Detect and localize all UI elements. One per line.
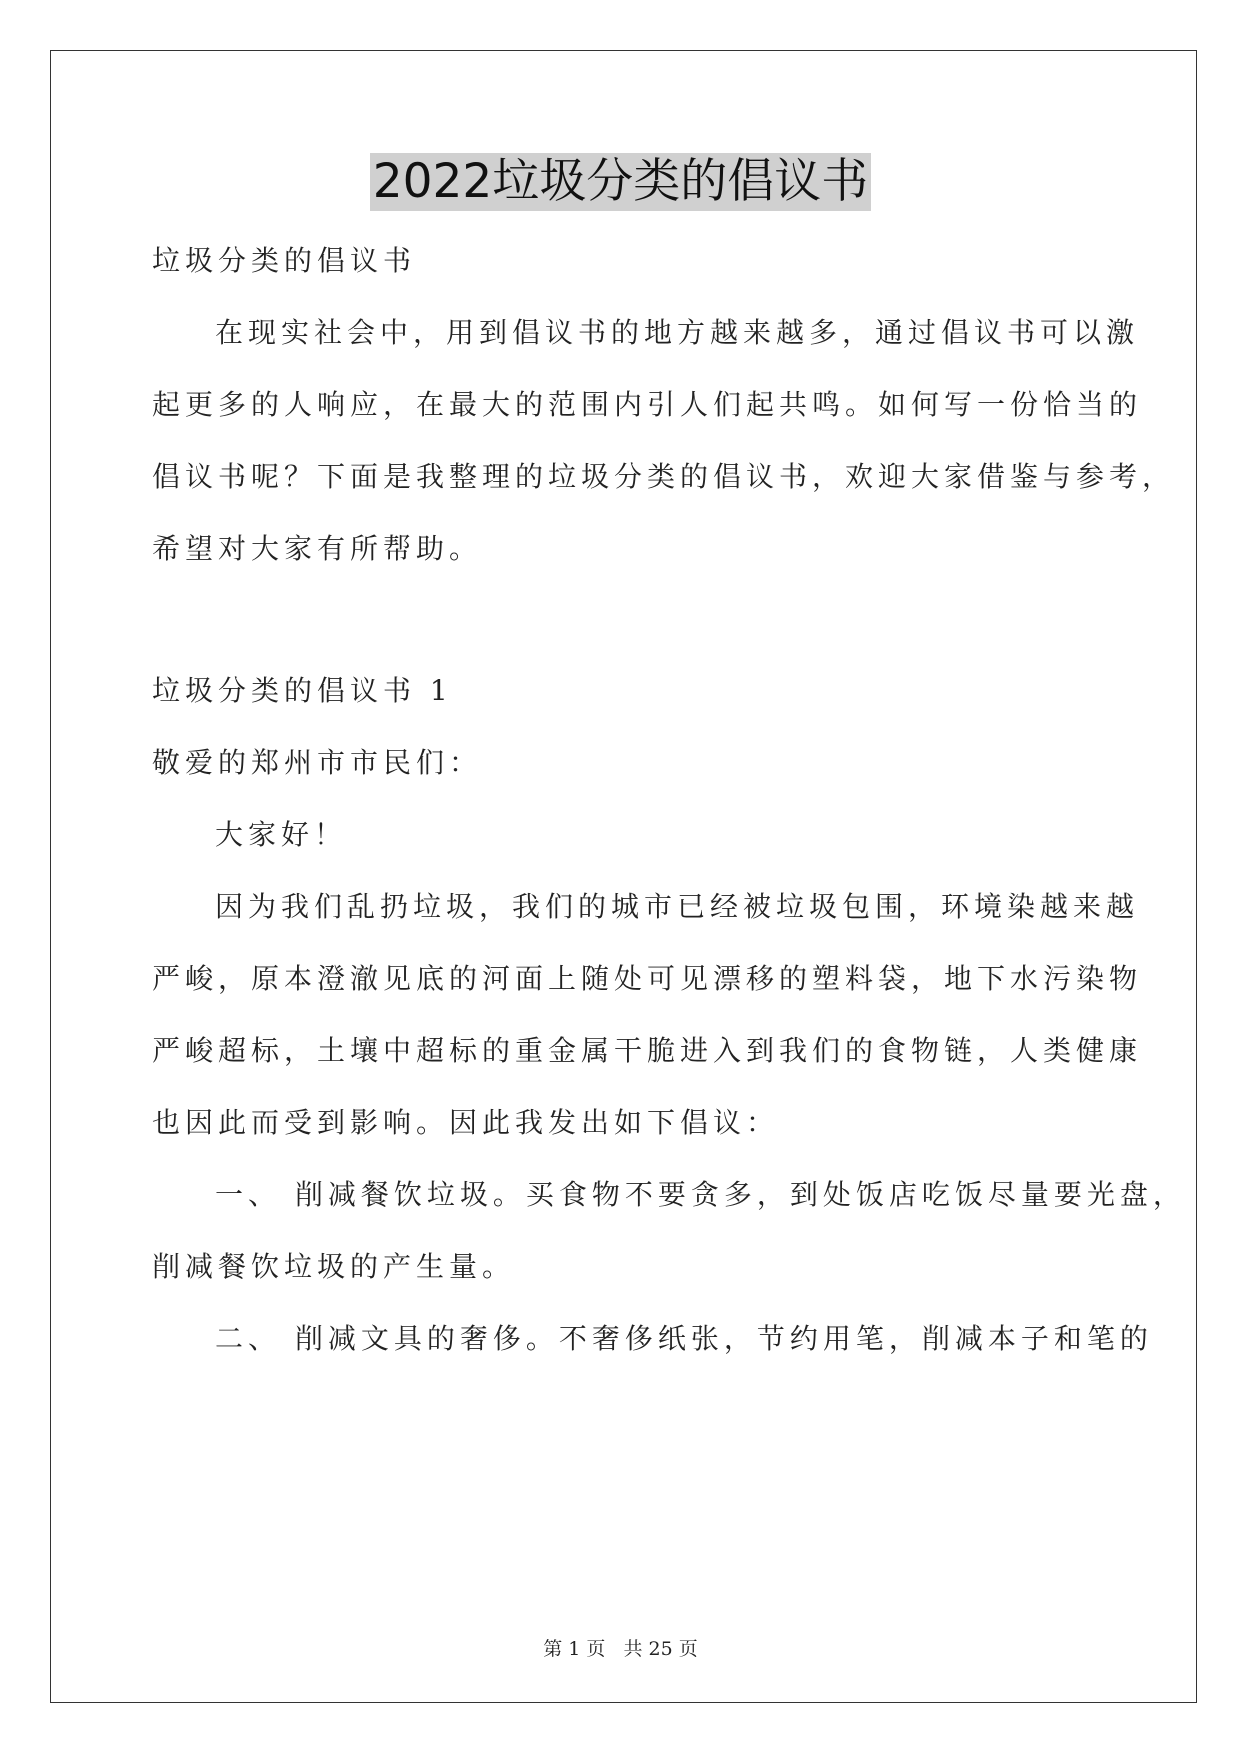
document-title: 2022垃圾分类的倡议书 bbox=[370, 153, 872, 211]
paragraph-line: 严峻，原本澄澈见底的河面上随处可见漂移的塑料袋，地下水污染物 bbox=[152, 962, 1143, 995]
list-item-line: 一、 削减餐饮垃圾。买食物不要贪多，到处饭店吃饭尽量要光盘， bbox=[215, 1178, 1186, 1211]
greeting: 大家好！ bbox=[215, 818, 348, 851]
paragraph-line: 倡议书呢？下面是我整理的垃圾分类的倡议书，欢迎大家借鉴与参考， bbox=[152, 460, 1176, 493]
subtitle-line: 垃圾分类的倡议书 bbox=[152, 244, 417, 277]
page-total: 共 25 页 bbox=[623, 1638, 698, 1660]
paragraph-line: 起更多的人响应，在最大的范围内引人们起共鸣。如何写一份恰当的 bbox=[152, 388, 1143, 421]
page-border bbox=[50, 50, 1197, 1703]
paragraph-line: 在现实社会中，用到倡议书的地方越来越多，通过倡议书可以激 bbox=[215, 316, 1140, 349]
list-item-line: 削减餐饮垃圾的产生量。 bbox=[152, 1250, 516, 1283]
title-container bbox=[0, 153, 1241, 211]
paragraph-line: 也因此而受到影响。因此我发出如下倡议： bbox=[152, 1106, 780, 1139]
section-heading: 垃圾分类的倡议书 1 bbox=[152, 674, 453, 707]
paragraph-line: 严峻超标，土壤中超标的重金属干脆进入到我们的食物链，人类健康 bbox=[152, 1034, 1143, 1067]
paragraph-line: 因为我们乱扔垃圾，我们的城市已经被垃圾包围，环境染越来越 bbox=[215, 890, 1140, 923]
page-number: 第 1 页 bbox=[543, 1638, 606, 1660]
page-footer bbox=[0, 1634, 1241, 1661]
paragraph-line: 希望对大家有所帮助。 bbox=[152, 532, 483, 565]
salutation: 敬爱的郑州市市民们： bbox=[152, 746, 483, 779]
list-item-line: 二、 削减文具的奢侈。不奢侈纸张，节约用笔，削减本子和笔的 bbox=[215, 1322, 1153, 1355]
